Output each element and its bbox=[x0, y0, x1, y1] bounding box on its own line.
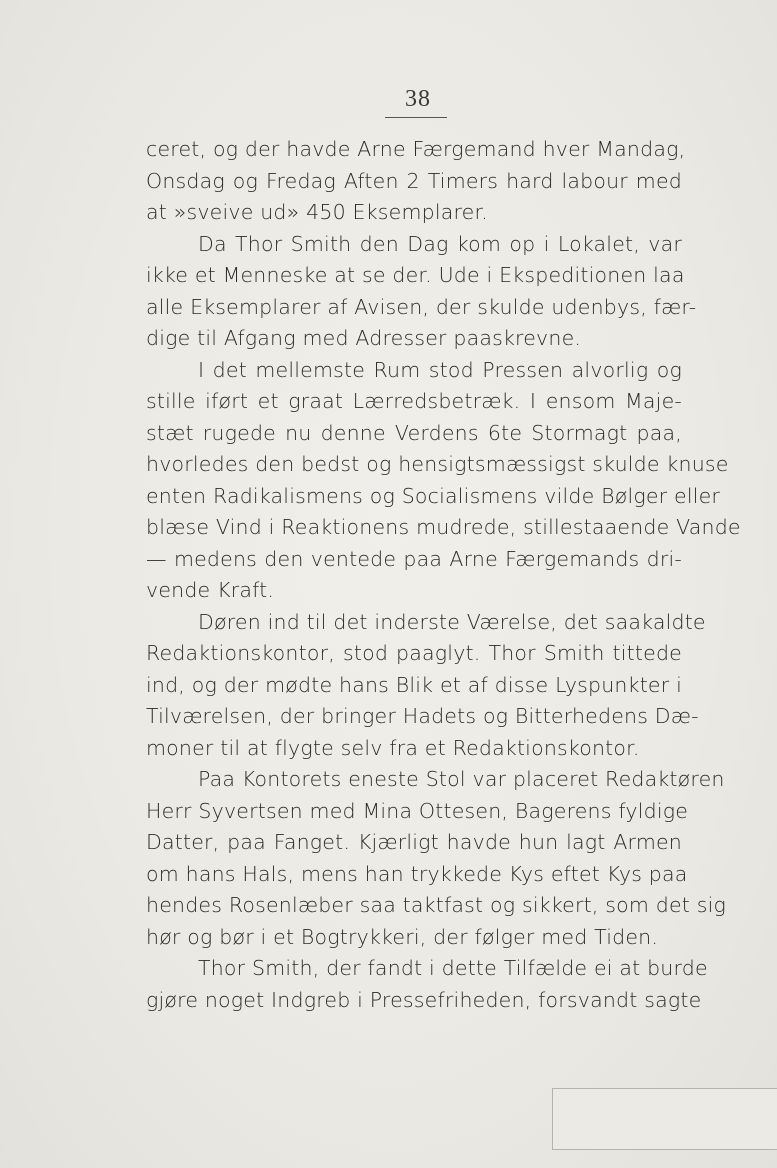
text-line: Tilværelsen, der bringer Hadets og Bitterhedens Dæ- bbox=[146, 704, 699, 728]
text-line: alle Eksemplarer af Avisen, der skulde udenbys, fær- bbox=[146, 294, 697, 319]
page-number-rule bbox=[385, 117, 447, 118]
text-line: ind, og der mødte hans Blik et af disse Lyspunkter i bbox=[146, 672, 682, 697]
text-line: ikke et Menneske at se der. Ude i Ekspeditionen laa bbox=[146, 263, 685, 287]
text-line: hendes Rosenlæber saa taktfast og sikkert, som det sig bbox=[146, 893, 727, 917]
scan-corner-frame bbox=[552, 1088, 777, 1150]
text-line: enten Radikalismens og Socialismens vilde Bølger eller bbox=[146, 483, 721, 508]
text-line: hør og bør i et Bogtrykkeri, der følger med Tiden. bbox=[146, 924, 659, 949]
text-line: ceret, og der havde Arne Færgemand hver Mandag, bbox=[146, 137, 686, 161]
text-line: Da Thor Smith den Dag kom op i Lokalet, var bbox=[198, 231, 682, 256]
text-line: Redaktionskontor, stod paaglyt. Thor Smith tittede bbox=[146, 641, 682, 665]
text-line: Døren ind til det inderste Værelse, det saakaldte bbox=[198, 609, 706, 634]
page-number: 38 bbox=[405, 86, 431, 112]
text-line: moner til at flygte selv fra et Redaktionskontor. bbox=[146, 735, 640, 760]
text-line: Thor Smith, der fandt i dette Tilfælde ei at burde bbox=[198, 956, 708, 980]
text-line: gjøre noget Indgreb i Pressefriheden, forsvandt sagte bbox=[146, 987, 702, 1012]
text-line: hvorledes den bedst og hensigtsmæssigst skulde knuse bbox=[146, 452, 729, 476]
text-line: Onsdag og Fredag Aften 2 Timers hard labour med bbox=[146, 168, 682, 193]
text-line: Datter, paa Fanget. Kjærligt havde hun lagt Armen bbox=[146, 830, 682, 854]
text-line: — medens den ventede paa Arne Færgemands dri- bbox=[146, 546, 682, 571]
text-line: Herr Syvertsen med Mina Ottesen, Bagerens fyldige bbox=[146, 798, 689, 823]
text-line: dige til Afgang med Adresser paaskrevne. bbox=[146, 326, 582, 350]
text-line: I det mellemste Rum stod Pressen alvorlig og bbox=[198, 357, 682, 382]
text-line: at »sveive ud» 450 Eksemplarer. bbox=[146, 200, 488, 224]
text-line: vende Kraft. bbox=[146, 578, 275, 602]
text-line: stille iført et graat Lærredsbetræk. I ensom Maje- bbox=[146, 389, 682, 413]
text-line: blæse Vind i Reaktionens mudrede, stillestaaende Vande bbox=[146, 515, 741, 539]
text-line: om hans Hals, mens han trykkede Kys eftet Kys paa bbox=[146, 861, 688, 886]
body-text bbox=[146, 134, 741, 1016]
text-line: stæt rugede nu denne Verdens 6te Stormagt paa, bbox=[146, 420, 682, 445]
text-line: Paa Kontorets eneste Stol var placeret Redaktøren bbox=[198, 767, 725, 791]
